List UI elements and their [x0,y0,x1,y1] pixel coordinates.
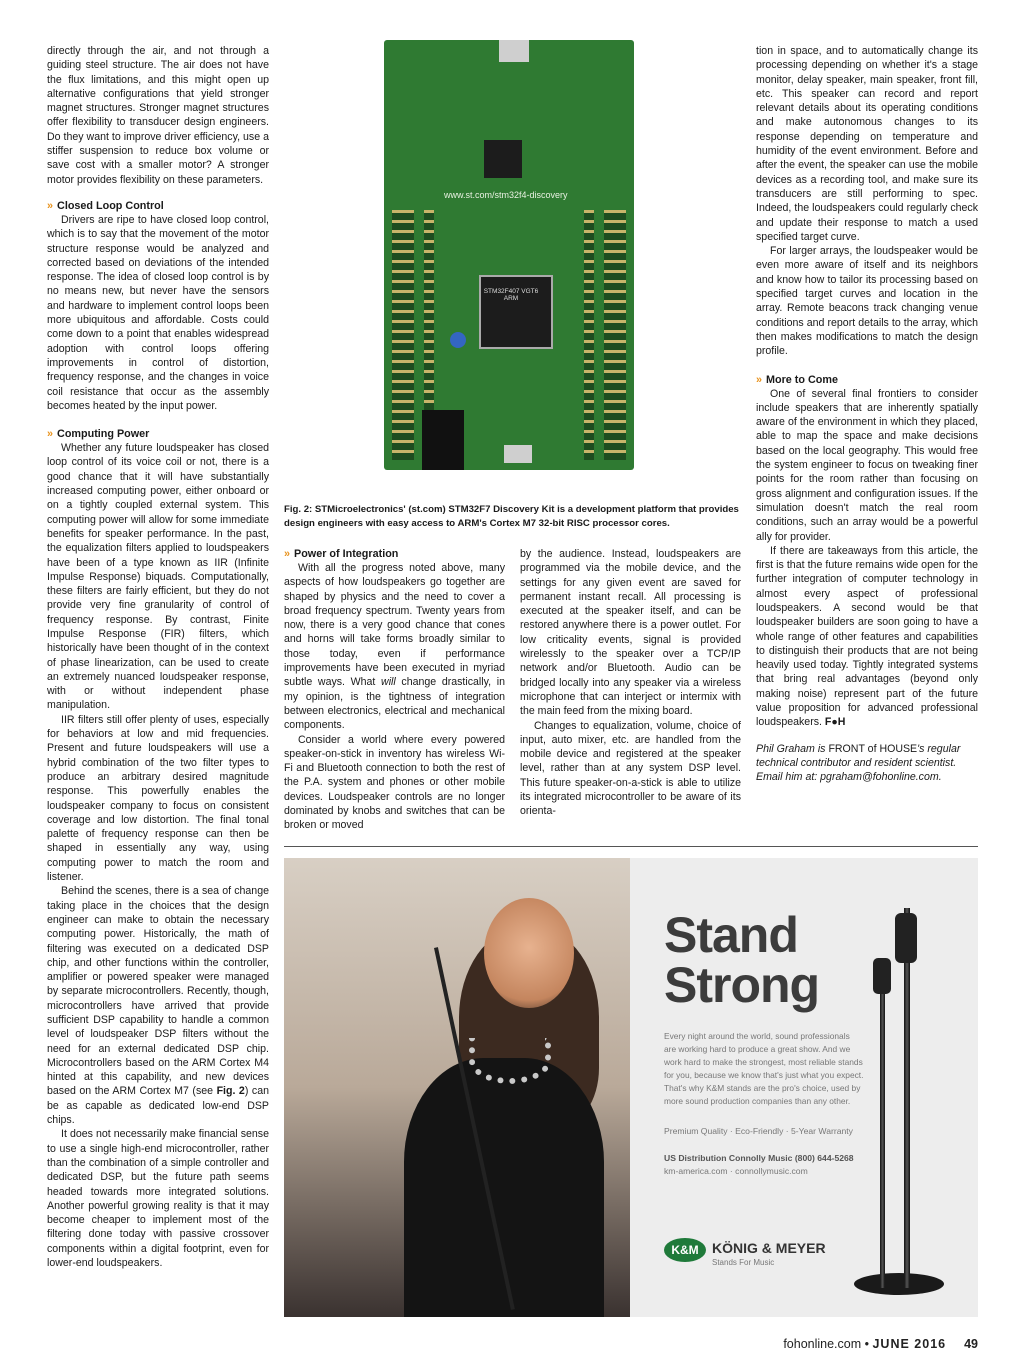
figure-reference[interactable]: Fig. 2 [216,1085,245,1098]
section-heading: » Closed Loop Control [47,199,164,212]
micro-usb-connector [504,445,532,463]
km-logo: K&M [664,1238,706,1262]
mic-stand-short [880,958,885,1288]
ad-websites[interactable]: km-america.com · connollymusic.com [664,1166,808,1176]
foh-end-mark: F●H [824,716,846,729]
ad-distribution: US Distribution Connolly Music (800) 644-5268 [664,1153,854,1163]
column-2 [284,535,505,833]
ad-singer-photo [284,858,630,1317]
necklace [469,1038,551,1084]
audio-jack [422,410,464,470]
chevron-icon: » [756,373,763,386]
pin-header-inner-right [584,210,594,460]
usb-connector [499,40,529,62]
chip-label: STM32F407 VGT6 ARM [483,288,539,302]
section-heading: » More to Come [756,373,838,386]
user-button [450,332,466,348]
stand-base [854,1273,944,1295]
microcontroller-chip [479,275,553,349]
ad-quality-line: Premium Quality · Eco-Friendly · 5-Year Warranty [664,1126,853,1136]
figure-board-image [384,40,634,470]
paragraph: Behind the scenes, there is a sea of change taking place in the choices that the design engineer can make to obtain the necessary computing power. Historically, the math of filtering was executed on a dedicated DSP chip, and other functions within the controller, amplifier or powered speaker were managed by separate microcontrollers. Recently, though, microcontrollers have arrived that provide sufficient DSP capability to handle a common level of loudspeaker DSP filters without the need for an external dedicated DSP chip. Microcontrollers based on the ARM Cortex M4 hinted at this capability, and new devices based on the ARM Cortex M7 (see Fig. 2) can be as capable as dedicated low-end DSP chips. [47,885,269,1127]
paragraph: Whether any future loudspeaker has closed loop control of its voice coil or not, there is a good chance that it will have substantially increased computing power, either onboard or on a tightly coupled external system. This computing power will allow for some immediate benefits for speaker performance. In the past, the equalization filters applied to loudspeakers have been of a type known as IIR (Infinite Impulse Response) biquads. Computationally, these filters are fairly efficient, but they do not provide very fine granularity of control of frequency response. By contrast, Finite Impulse Response (FIR) filters, which historically have been thought of in the context of phase linearization, can be used to create an extremely nuanced loudspeaker response, with or without independent phase manipulation. [47,442,269,712]
section-heading: » Power of Integration [284,548,399,560]
mic-clip-short [873,958,891,994]
paragraph: Changes to equalization, volume, choice of input, auto mixer, etc. are handled from the mobile device and registered at the speaker level, rather than at any system DSP level. This future speaker-on-a-stick is able to utilize its integrated microcontroller to be aware of its orienta- [520,719,741,818]
footer-site[interactable]: fohonline.com [783,1337,862,1351]
pin-header-right [604,210,626,460]
figure-caption: Fig. 2: STMicroelectronics' (st.com) STM32F7 Discovery Kit is a development platform that provides design engineers with easy access to ARM's Cortex M7 32-bit RISC processor cores. [284,504,739,529]
chevron-icon: » [47,199,54,212]
paragraph: directly through the air, and not through a guiding steel structure. The air does not have the flux limitations, and this might open up alternative configurations that yield stronger magnet structures. Stronger magnet structures offer flexibility to transducer design engineers. Do they want to improve driver efficiency, use a stiffer suspension to reduce box volume or save cost with a smaller motor? A stronger motor provides flexibility on these parameters. [47,45,269,186]
column-3 [520,547,741,819]
paragraph: For larger arrays, the loudspeaker would be even more aware of itself and its neighbors and know how to tailor its processing based on specified target curves and location in the array. Remote beacons track changing venue conditions and report details to the array, which then makes modifications to match the design profile. [756,245,978,358]
chevron-icon: » [47,428,54,441]
singer-face [484,898,574,1008]
mic-stand-tall [904,908,910,1288]
paragraph: One of several final frontiers to consider include speakers that are inherently spatially aware of the environment in which they placed, able to map the space and make decisions based on the local geography. This would free the system engineer to focus on tweaking finer points for the room rather than focusing on gross alignment and configuration issues. If the simulation doesn't match the real room conditions, such an array would be a powerful ally for provider. [756,387,978,543]
advertisement[interactable] [284,858,978,1317]
board-url-text: www.st.com/stm32f4-discovery [444,190,568,200]
page-footer: fohonline.com • JUNE 2016 49 [783,1337,978,1351]
mic-clip-tall [895,913,917,963]
page-number: 49 [964,1337,978,1351]
brand-tagline: Stands For Music [712,1258,775,1267]
column-4 [756,44,978,785]
paragraph: tion in space, and to automatically change its processing depending on whether it's a stage monitor, delay speaker, main speaker, front fill, etc. This speaker can record and report relevant details about its operating conditions and make autonomous changes to its response depending on temperature and humidity of the event environment. Before and after the event, the speaker can use the mobile devices as a recording tool, and make sure its transducers are still performing to spec. Indeed, the loudspeakers could regularly check and update their response to match a used specified target curve. [756,45,978,243]
paragraph: IIR filters still offer plenty of uses, especially for behaviors at low and mid frequencies. Present and future loudspeakers will use a hybrid combination of the two filter types to produce an arbitrary desired magnitude response. This powerfully enables the loudspeaker company to focus on consistent coverage and low distortion. The final tonal palette of frequency response can then be shaped in essentially any way, using computing power to match the room and listener. [47,713,269,884]
footer-issue: JUNE 2016 [872,1337,947,1351]
column-1 [47,44,269,1270]
debug-chip [484,140,522,178]
paragraph: Drivers are ripe to have closed loop control, which is to say that the movement of the motor structure response would be analyzed and corrected based on deviations of the intended response. The idea of closed loop control is by no means new, but never have the sensors and hardware to implement control loops been more ubiquitous and affordable. Costs could come down to a point that enables widespread adoption with control loops offering improvements in control of distortion, frequency response, and the changes in voice coil resistance that occur as the assembly becomes heated by the input power. [47,213,269,412]
ad-body-copy: Every night around the world, sound professionals are working hard to produce a great show. And we work hard to make the strongest, most reliable stands for you, because we know that's just what you expect. That's why K&M stands are the pro's choice, used by more sound production companies than any other. [664,1031,864,1106]
divider-rule [284,846,978,847]
author-bio: Phil Graham is FRONT of HOUSE's regular technical contributor and resident scientist. Email him at: pgraham@fohonline.com. [756,742,961,784]
paragraph: Consider a world where every powered speaker-on-stick in inventory has wireless Wi-Fi and Bluetooth connection to both the rest of the P.A. system and phones or other mobile devices. Loudspeaker controls are no longer dominated by knobs and switches that can be broken or moved [284,733,505,832]
section-heading: » Computing Power [47,428,150,441]
brand-name: KÖNIG & MEYER [712,1240,826,1256]
ad-headline: Stand Strong [664,907,820,1013]
paragraph: by the audience. Instead, loudspeakers are programmed via the mobile device, and the settings for any given event are saved for permanent instant recall. All processing is executed at the speaker itself, and can be restored anywhere there is a power outlet. For low criticality events, signal is provided wirelessly to the speaker over a TCP/IP network and/or Bluetooth. Audio can be bridged locally into any speaker via a wireless microphone that can interject or intermix with the main feed from the mixing board. [520,548,741,718]
paragraph: It does not necessarily make financial sense to use a single high-end microcontroller, rather than the combination of a simple controller and dedicated DSP, but the future path seems headed towards more integrated solutions. Another powerful growing reality is that it may become cheaper to implement most of the filtering done today with passive crossover components within a digital footprint, even for lower-end loudspeakers. [47,1128,269,1270]
paragraph: If there are takeaways from this article, the first is that the future remains wide open for the further integration of computer technology in almost every aspect of professional loudspeakers. A second would be that loudspeaker builders are soon going to have a whole range of other features and capabilities to distinguish their products that are not being heavily used today. Tightly integrated systems that bring real advantages (beyond only making noise) represent part of the future value proposition for advanced professional loudspeakers. F●H [756,544,978,729]
paragraph: With all the progress noted above, many aspects of how loudspeakers go together are shaped by physics and the need to cover a broad frequency spectrum. Twenty years from now, there is a very good chance that cones and horns will take forms broadly similar to those today, even if performance improvements have been executed in myriad subtle ways. What will change drastically, in my opinion, is the tightness of integration between electronics, electrical and mechanical components. [284,562,505,732]
pin-header-left [392,210,414,460]
chevron-icon: » [284,548,291,560]
